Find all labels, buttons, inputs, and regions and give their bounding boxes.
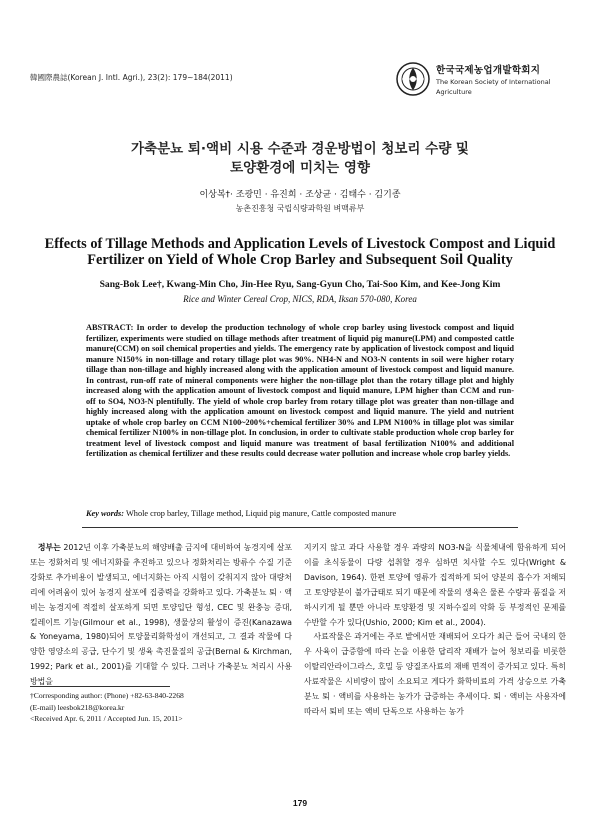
- keywords-label: Key words:: [86, 509, 125, 518]
- korean-title-line1: 가축분뇨 퇴·액비 시용 수준과 경운방법이 청보리 수량 및: [131, 141, 469, 157]
- footnote-email: (E-mail) leesbok218@korea.kr: [30, 702, 125, 712]
- body-left-text: 2012년 이후 가축분뇨의 해양배출 금지에 대비하여 농경지에 살포 또는 정화처리 및 에너지화를 추진하고 있으나 정화처리는 방류수 수질 기준 강화로 추가비용이 발생되고, 에너지화는 아직 시험이 갖춰지지 않아 대량처리에 어려움이 있어 농경지 살포에 집중력을 강화하고 있다. 가축분뇨 퇴 · 액비는 농경지에 적절히 살포하게 되면 토양입단 형성, CEC 및 완충능 증대, 킬레이트 기능(Gilmour et al., 1998), 생물상의 활성이 증진(Kanazawa & Yoneyama, 1980)되어 토양물리화학성이 개선되고, 그 결과 작물에 다양한 영양소의 공급, 단수기 및 생육 촉진물질의 공급(Bernal & Kirchman, 1992; Park et al., 2001)를 기대할 수 있다. 그러나 가축분뇨 처리시 사용방법을: [30, 543, 292, 687]
- body-right-paragraph-2: 사료작물은 과거에는 주로 밭에서만 재배되어 오다가 최근 들어 국내의 한우 사육이 급증함에 따라 논을 이용한 답리작 재배가 늘어 청보리를 비롯한 이탈리안라이그라스, 호밀 등 양질조사료의 재배 면적이 증가되고 있다. 특히 사료작물은 시비량이 많이 소요되고 게다가 화학비료의 가격 상승으로 가축분뇨 퇴 · 액비를 사용하는 농가가 급증하는 추세이다. 퇴 · 액비는 사용자에 따라서 퇴비 또는 액비 단독으로 사용하는 농가: [304, 632, 566, 716]
- english-title: [30, 236, 570, 268]
- abstract-divider: [82, 527, 518, 528]
- body-right-column: [304, 541, 566, 720]
- korean-title-line2: 토양환경에 미치는 영향: [230, 160, 370, 176]
- society-logo-icon: [396, 62, 430, 96]
- english-affiliation: Rice and Winter Cereal Crop, NICS, RDA, Iksan 570-080, Korea: [183, 294, 417, 304]
- body-paragraph: [30, 541, 292, 690]
- korean-authors: 이상복†· 조광민 · 유진희 · 조상균 · 김태수 · 김기종: [199, 190, 401, 200]
- english-title-line1: Effects of Tillage Methods and Application Levels of Livestock Compost and Liquid: [44, 236, 556, 252]
- body-left-column: [30, 541, 292, 690]
- korean-affiliation: 농촌진흥청 국립식량과학원 벼맥류부: [235, 204, 365, 213]
- footnote-corresponding: †Corresponding author: (Phone) +82-63-840-2268: [30, 691, 184, 700]
- footnote-divider: [30, 686, 170, 687]
- lead-word: 정부는: [37, 543, 61, 552]
- society-name-english-2: Agriculture: [436, 88, 472, 96]
- keywords-list: Whole crop barley, Tillage method, Liquid pig manure, Cattle composted manure: [125, 509, 397, 518]
- society-name-korean: 한국국제농업개발학회지: [436, 65, 541, 76]
- korean-title: [40, 140, 560, 178]
- journal-citation: 韓國際農誌(Korean J. Intl. Agri.), 23(2): 179~184(2011): [30, 73, 233, 82]
- english-authors: Sang-Bok Lee†, Kwang-Min Cho, Jin-Hee Ryu, Sang-Gyun Cho, Tai-Soo Kim, and Kee-Jong Kim: [99, 279, 501, 290]
- footnote-received: <Received Apr. 6, 2011 / Accepted Jun. 15, 2011>: [30, 714, 183, 723]
- body-right-paragraph-1: 지키지 않고 과다 사용할 경우 과량의 NO3-N을 식물체내에 함유하게 되어 이를 초식동물이 다량 섭취할 경우 심하면 치사할 수도 있다(Wright & Davison, 1964). 한편 토양에 영류가 집적하게 되어 양분의 흡수가 저해되고 토양양분이 불가급태로 되기 때문에 작물의 생육은 물론 수량과 품질을 저하시키게 될 뿐만 아니라 토양환경 및 지하수질의 악화 등 부정적인 문제를 수반할 수가 있다(Ushio, 2000; Kim et al., 2004).: [304, 543, 566, 627]
- society-name: [436, 62, 576, 96]
- english-title-line2: Fertilizer on Yield of Whole Crop Barley and Subsequent Soil Quality: [87, 252, 513, 268]
- society-name-english-1: The Korean Society of International: [436, 78, 551, 86]
- page-number: 179: [292, 798, 308, 808]
- abstract: ABSTRACT: In order to develop the production technology of whole crop barley using livestock compost and liquid fertilizer, experiments were studied on tillage methods after treatment of liquid pig manure(LPM) and composted cattle manure(CCM) on soil chemical properties and yields. The emergency rate by application of livestock compost and liquid manure N150% in non-tillage and rotary tillage plot was 90%. NH4-N and NO3-N contents in soil were higher rotary tillage than non-tillage and highly increased along with the application amount of livestock compost and liquid manure. In contrast, run-off rate of mineral components were higher the non-tillage plot than the rotary tillage plot and highly increased along with the application amount of livestock compost and liquid manure, LPM higher than CCM and run-off to SO4, NO3-N plentifully. The yield of whole crop barley from rotary tillage plot was greater than non-tillage and highly increased along with the application amount on livestock compost and liquid manure. The yield and nutrient uptake of whole crop barley on CCM N100~200%+chemical fertilizer 30% and LPM N100% in tillage plot was similar chemical fertilizer N100% in non-tillage plot. In conclusion, in order to cultivate stable production whole crop barley for treatment level of livestock compost and liquid manure was treatment of basal fertilization N100% and additional fertilization as chemical fertilizer and these results could decrease water pollution and increase whole crop barley yields.: [86, 323, 514, 458]
- footnote: [30, 690, 292, 725]
- keywords: [86, 509, 526, 518]
